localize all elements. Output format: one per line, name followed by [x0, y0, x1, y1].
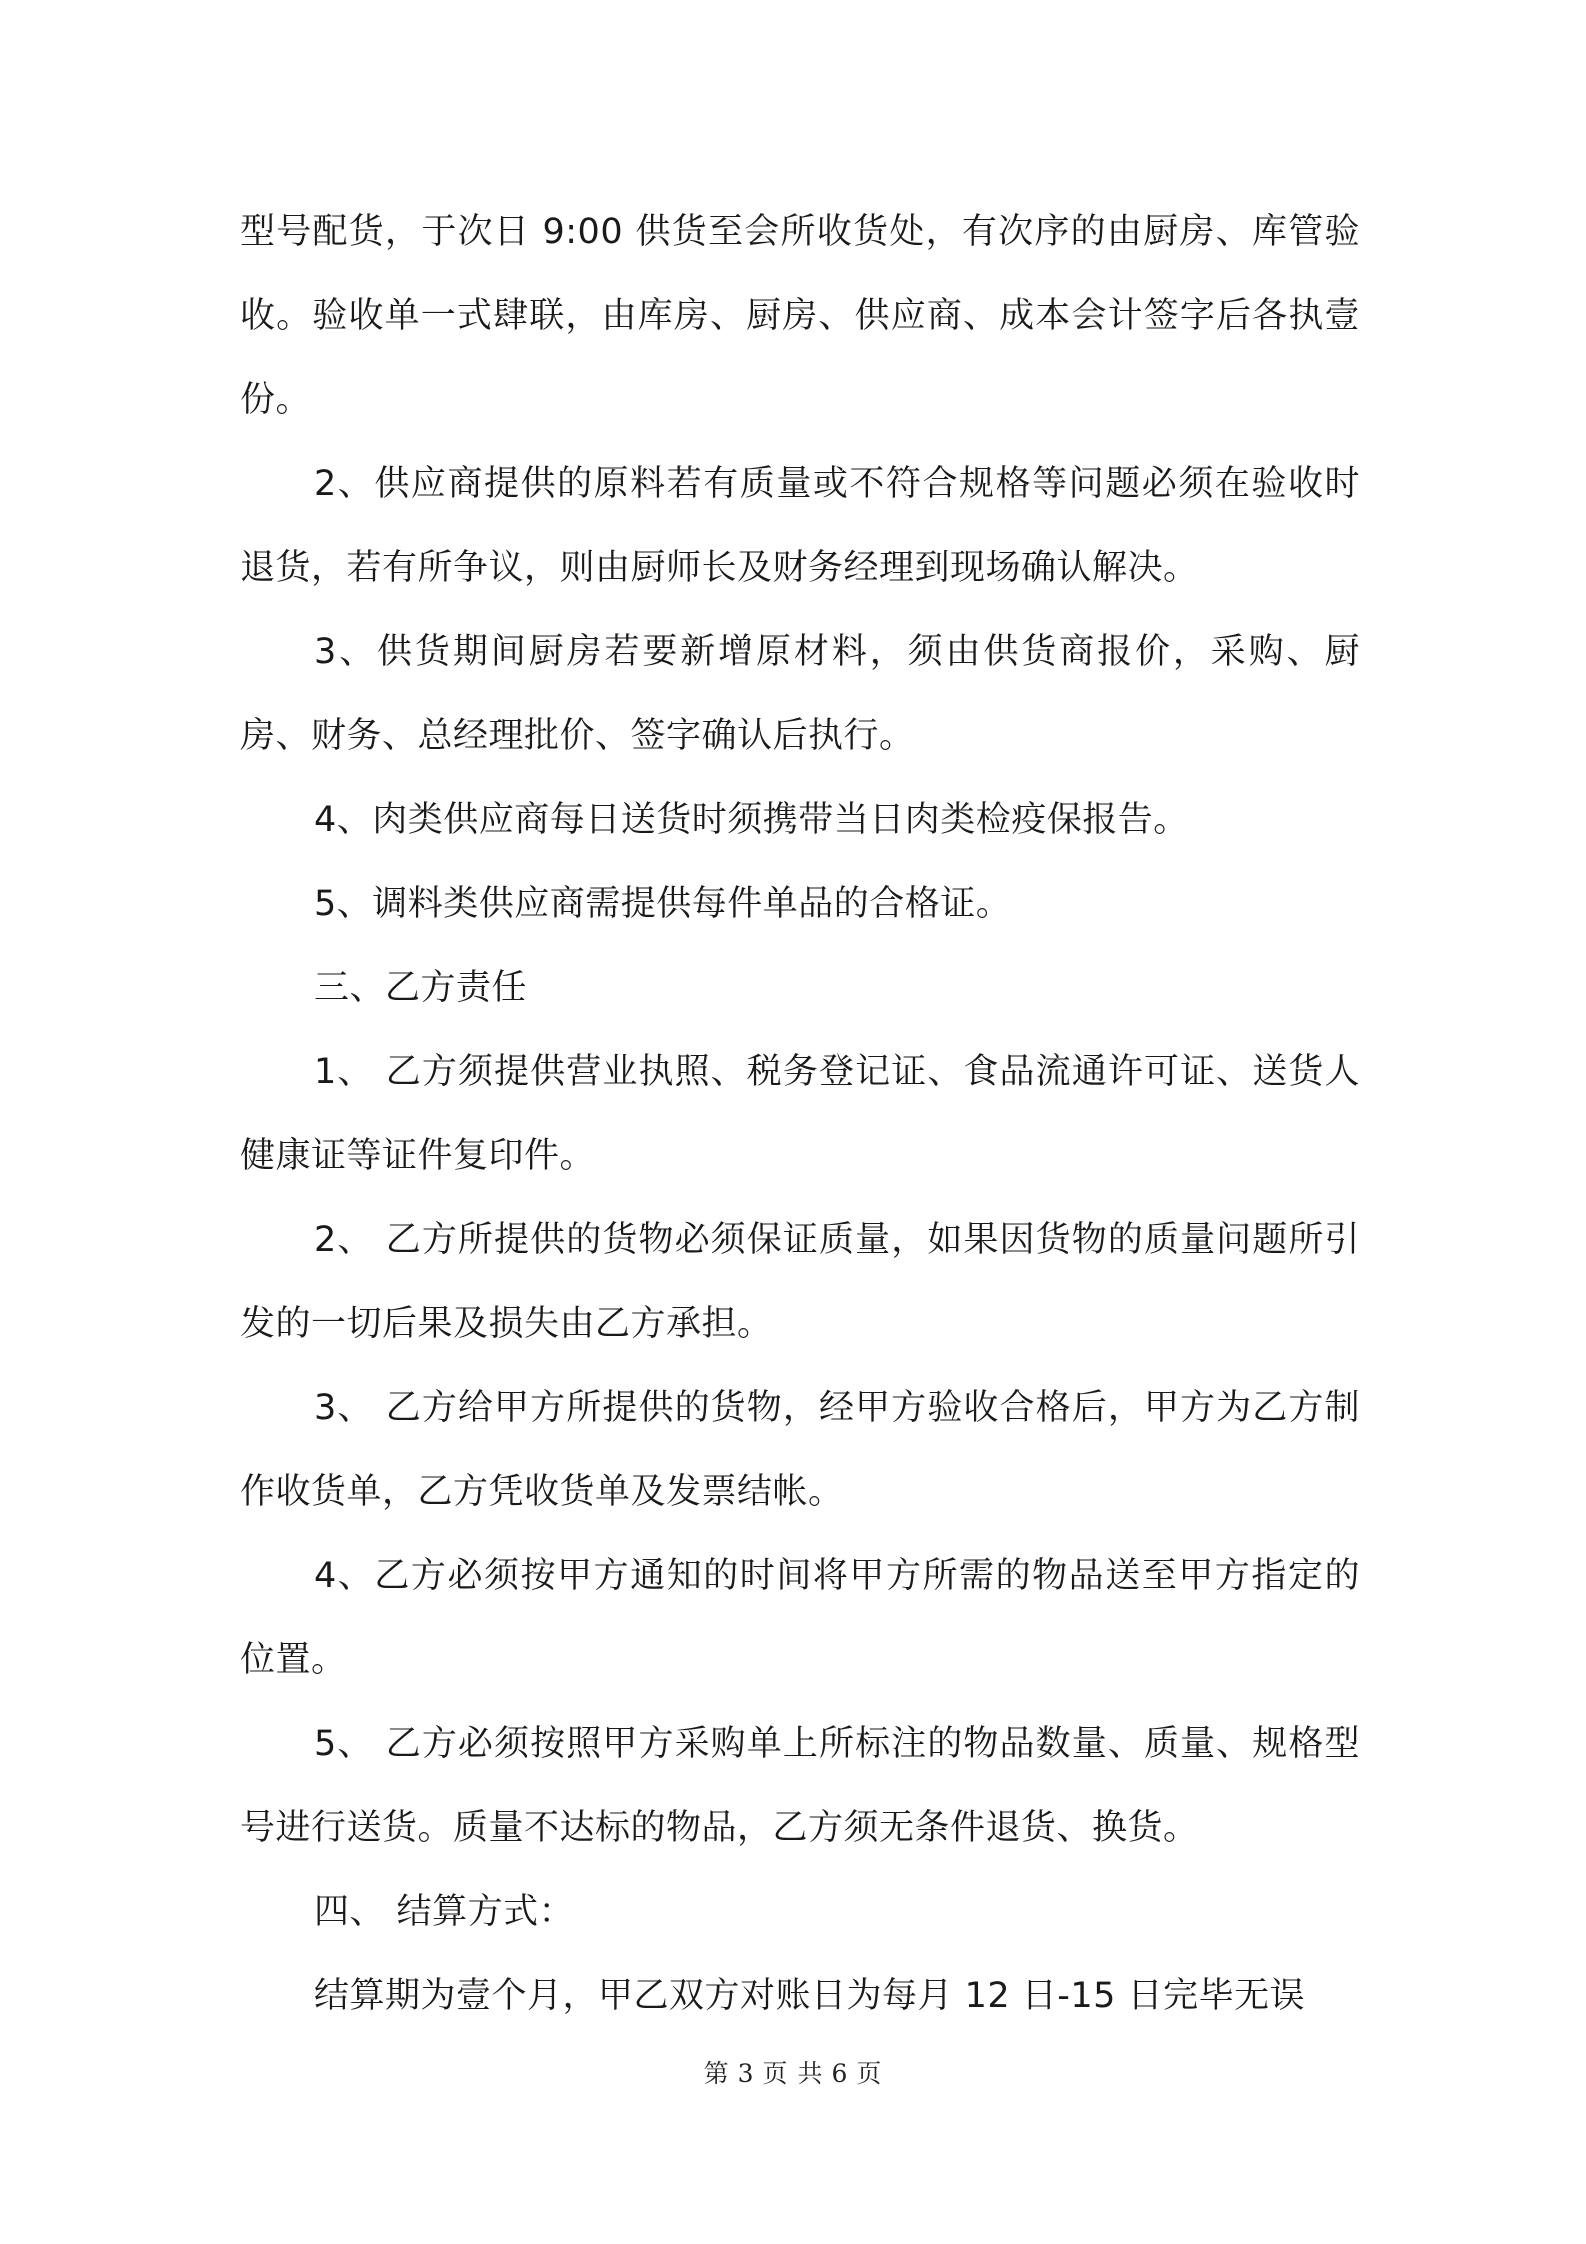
footer-page-number: 3 [737, 2059, 755, 2088]
paragraph-continuation: 型号配货，于次日 9:00 供货至会所收货处，有次序的由厨房、库管验收。验收单一式肆联，由库房、厨房、供应商、成本会计签字后各执壹份。 [240, 212, 1360, 420]
document-body [240, 190, 1360, 2038]
paragraph-clause-2-4: 4、肉类供应商每日送货时须携带当日肉类检疫保报告。 [314, 800, 1189, 840]
paragraph-clause-3-1: 1、 乙方须提供营业执照、税务登记证、食品流通许可证、送货人健康证等证件复印件。 [240, 1052, 1360, 1176]
footer-prefix: 第 [703, 2059, 730, 2088]
footer-suffix: 页 [856, 2059, 883, 2088]
footer-middle: 页 共 [762, 2059, 824, 2088]
paragraph-clause-3-5: 5、 乙方必须按照甲方采购单上所标注的物品数量、质量、规格型号进行送货。质量不达标的物品，乙方须无条件退货、换货。 [240, 1724, 1360, 1848]
paragraph-clause-2-3: 3、供货期间厨房若要新增原材料，须由供货商报价，采购、厨房、财务、总经理批价、签字确认后执行。 [240, 632, 1360, 756]
section-heading-party-b: 三、乙方责任 [314, 968, 528, 1008]
paragraph-settlement: 结算期为壹个月，甲乙双方对账日为每月 12 日-15 日完毕无误 [314, 1976, 1306, 2016]
footer-total-pages: 6 [831, 2059, 849, 2088]
paragraph-clause-3-2: 2、 乙方所提供的货物必须保证质量，如果因货物的质量问题所引发的一切后果及损失由乙方承担。 [240, 1220, 1360, 1344]
paragraph-clause-2-2: 2、供应商提供的原料若有质量或不符合规格等问题必须在验收时退货，若有所争议，则由厨师长及财务经理到现场确认解决。 [240, 464, 1360, 588]
page-footer [0, 2054, 1586, 2090]
paragraph-clause-3-4: 4、乙方必须按甲方通知的时间将甲方所需的物品送至甲方指定的位置。 [240, 1556, 1360, 1680]
paragraph-clause-3-3: 3、 乙方给甲方所提供的货物，经甲方验收合格后，甲方为乙方制作收货单，乙方凭收货单及发票结帐。 [240, 1388, 1360, 1512]
section-heading-settlement: 四、 结算方式： [314, 1892, 575, 1932]
paragraph-clause-2-5: 5、调料类供应商需提供每件单品的合格证。 [314, 884, 1012, 924]
